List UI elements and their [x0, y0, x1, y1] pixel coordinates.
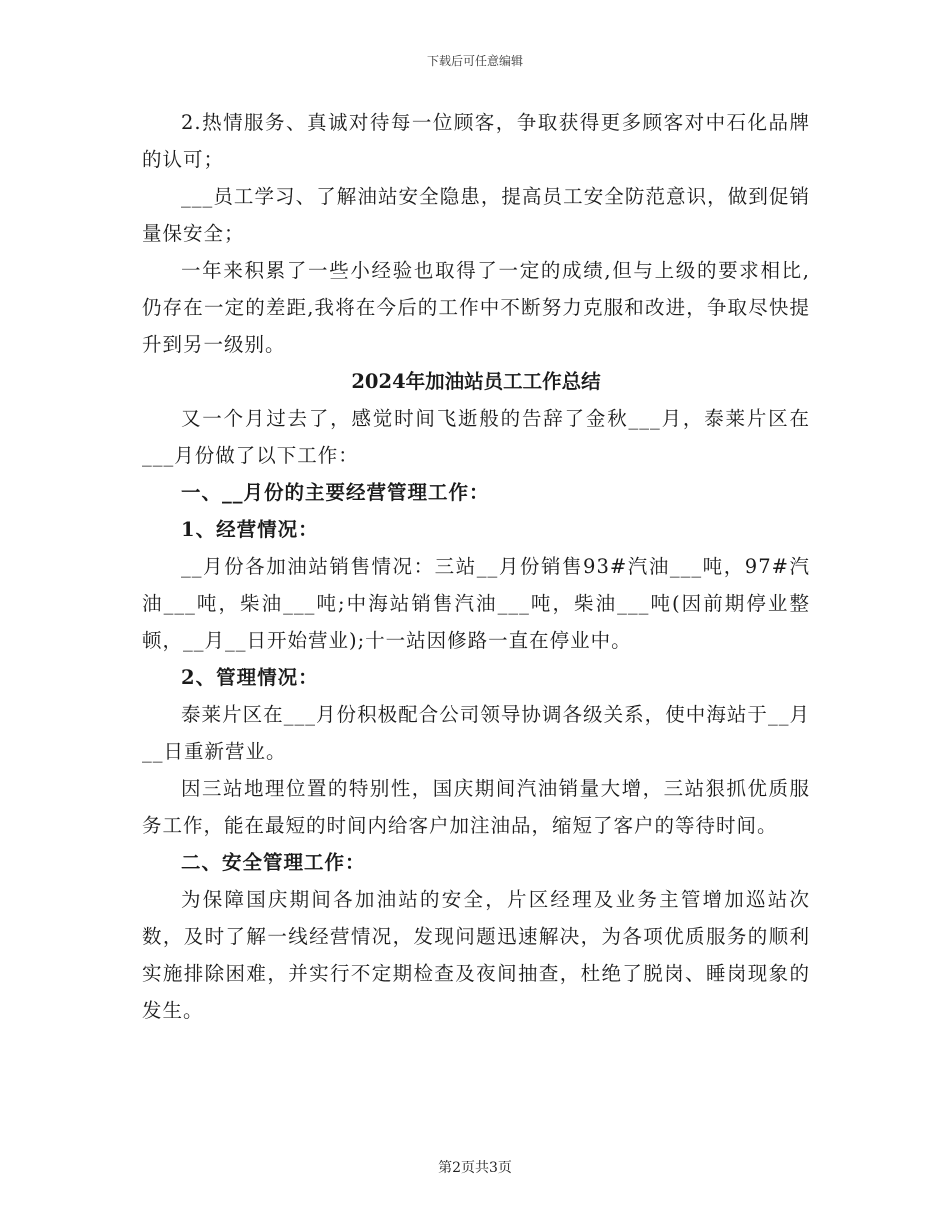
document-title: 2024年加油站员工工作总结 — [351, 370, 601, 393]
paragraph: 又一个月过去了，感觉时间飞逝般的告辞了金秋___月，泰莱片区在___月份做了以下工作： — [142, 407, 810, 467]
paragraph: 因三站地理位置的特别性，国庆期间汽油销量大增，三站狠抓优质服务工作，能在最短的时间内给客户加注油品，缩短了客户的等待时间。 — [142, 777, 810, 837]
paragraph: ___员工学习、了解油站安全隐患，提高员工安全防范意识，做到促销量保安全； — [142, 185, 810, 245]
paragraph: 一年来积累了一些小经验也取得了一定的成绩,但与上级的要求相比,仍存在一定的差距,我将在今后的工作中不断努力克服和改进，争取尽快提升到另一级别。 — [142, 259, 810, 356]
subsection-heading: 2、管理情况： — [181, 666, 319, 689]
section-heading: 一、__月份的主要经营管理工作： — [181, 481, 490, 504]
subsection-heading: 1、经营情况： — [181, 518, 319, 541]
document-body — [142, 104, 810, 1029]
page-header: 下载后可任意编辑 — [426, 54, 523, 68]
page-footer: 第2页共3页 — [438, 1160, 512, 1176]
paragraph: 泰莱片区在___月份积极配合公司领导协调各级关系，使中海站于__月__日重新营业。 — [142, 703, 810, 763]
paragraph: 2.热情服务、真诚对待每一位顾客，争取获得更多顾客对中石化品牌的认可； — [142, 111, 810, 171]
paragraph: 为保障国庆期间各加油站的安全，片区经理及业务主管增加巡站次数，及时了解一线经营情况，发现问题迅速解决，为各项优质服务的顺利实施排除困难，并实行不定期检查及夜间抽查，杜绝了脱岗、睡岗现象的发生。 — [142, 888, 810, 1022]
section-heading: 二、安全管理工作： — [181, 851, 366, 874]
paragraph: __月份各加油站销售情况：三站__月份销售93#汽油___吨，97#汽油___吨，柴油___吨;中海站销售汽油___吨，柴油___吨(因前期停业整顿，__月__日开始营业);十一站因修路一直在停业中。 — [142, 555, 810, 652]
